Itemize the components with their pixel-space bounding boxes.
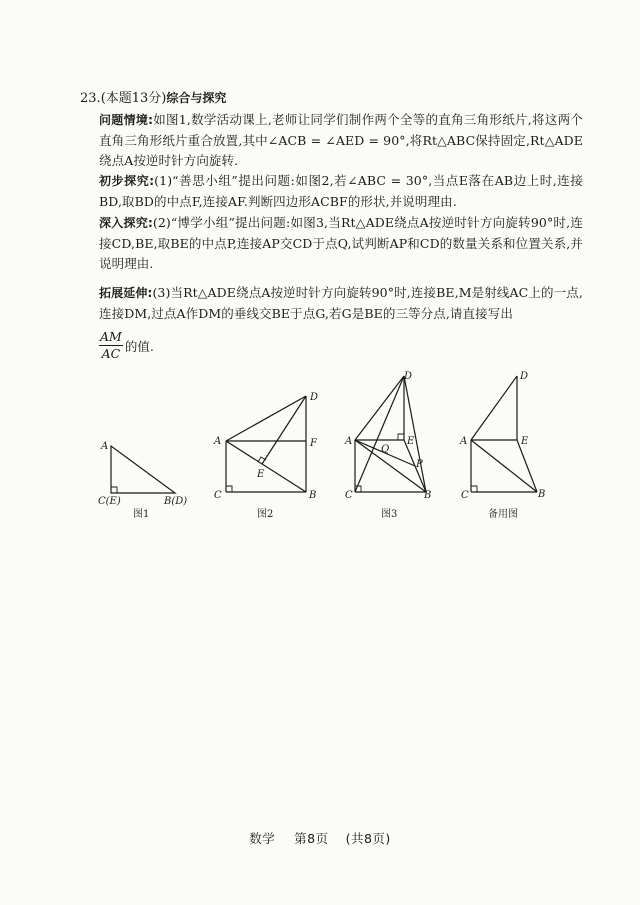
- fig2-right-angle-c: [226, 486, 232, 492]
- footer-subject: 数学: [249, 831, 276, 846]
- fig3-right-angle-e: [398, 434, 404, 440]
- paragraph-initial: [99, 171, 583, 212]
- fig1-label-b: B(D): [164, 496, 188, 507]
- fig2-ab: [226, 441, 306, 492]
- fraction: [99, 330, 123, 361]
- fig1-caption: 图1: [133, 509, 150, 520]
- fig2-label-e: E: [257, 469, 265, 480]
- fig1-right-angle: [111, 487, 117, 493]
- fraction-suffix: 的值.: [124, 338, 154, 354]
- text-initial: (1)“善思小组”提出问题:如图2,若∠ABC = 30°,当点E落在AB边上时,连接BD,取BD的中点F,连接AF.判断四边形ACBF的形状,并说明理由.: [99, 173, 583, 209]
- fig3-caption: 图3: [381, 509, 398, 520]
- fig3-ad: [355, 376, 404, 440]
- fig2-right-angle-e: [258, 457, 266, 462]
- figures: [0, 360, 640, 530]
- fig3-label-c: C: [345, 490, 353, 501]
- paragraph-situation: [99, 110, 583, 172]
- problem-number: 23.: [80, 91, 101, 106]
- text-extension: (3)当Rt△ADE绕点A按逆时针方向旋转90°时,连接BE,M是射线AC上的一点,连接DM,过点A作DM的垂线交BE于点G,若G是BE的三等分点,请直接写出: [99, 285, 583, 321]
- footer-total: (共8页): [345, 831, 391, 846]
- fig3-label-a: A: [345, 436, 353, 447]
- fig4-label-b: B: [538, 489, 546, 500]
- fig1-label-a: A: [101, 441, 109, 452]
- fig2-label-f: F: [310, 438, 317, 449]
- fig2-caption: 图2: [257, 509, 274, 520]
- fraction-numerator: AM: [100, 329, 122, 344]
- fig2-label-d: D: [310, 392, 319, 403]
- fig4-caption: 备用图: [488, 509, 518, 520]
- problem-score: (本题13分): [100, 91, 167, 106]
- fig3-db: [404, 376, 426, 492]
- fig3-label-p: P: [416, 459, 423, 470]
- page-footer: [0, 829, 640, 847]
- fraction-denominator: AC: [101, 346, 121, 361]
- fig4-label-a: A: [460, 436, 468, 447]
- label-initial: 初步探究:: [99, 174, 155, 188]
- problem-header: [80, 88, 226, 109]
- fig3-label-e: E: [407, 436, 415, 447]
- text-situation: 如图1,数学活动课上,老师让同学们制作两个全等的直角三角形纸片,将这两个直角三角形纸片重合放置,其中∠ACB = ∠AED = 90°,将Rt△ABC保持固定,Rt△ADE绕点A按逆时针方向旋转.: [99, 112, 583, 168]
- label-extension: 拓展延伸:: [99, 286, 153, 300]
- figure-1: [111, 446, 175, 493]
- fig3-label-q: Q: [381, 444, 390, 455]
- figure-2: [226, 396, 306, 492]
- fig1-triangle: [111, 446, 175, 493]
- fig3-cd: [355, 376, 404, 492]
- paragraph-extension: [99, 283, 583, 324]
- fig2-label-c: C: [214, 490, 222, 501]
- fig4-ad: [471, 376, 517, 440]
- fig2-label-a: A: [214, 436, 222, 447]
- figure-4: [471, 376, 537, 492]
- paragraph-deep: [99, 213, 583, 275]
- fig2-label-b: B: [309, 490, 317, 501]
- fig4-label-e: E: [521, 436, 529, 447]
- fig2-ad: [226, 396, 306, 441]
- label-situation: 问题情境:: [99, 113, 154, 127]
- fig2-de: [262, 396, 306, 464]
- fraction-am-ac: [99, 330, 154, 361]
- label-deep: 深入探究:: [99, 216, 153, 230]
- fig4-label-c: C: [461, 490, 469, 501]
- footer-page: 第8页: [294, 831, 329, 846]
- fig3-label-d: D: [404, 371, 413, 382]
- figure-3: [355, 376, 426, 492]
- problem-title: 综合与探究: [166, 91, 227, 105]
- fig4-right-angle-c: [471, 486, 477, 492]
- fig3-label-b: B: [424, 490, 432, 501]
- text-deep: (2)“博学小组”提出问题:如图3,当Rt△ADE绕点A按逆时针方向旋转90°时,连接CD,BE,取BE的中点P,连接AP交CD于点Q,试判断AP和CD的数量关系和位置关系,并说明理由.: [99, 215, 583, 271]
- fig4-label-d: D: [520, 371, 529, 382]
- fig1-label-c: C(E): [98, 496, 121, 507]
